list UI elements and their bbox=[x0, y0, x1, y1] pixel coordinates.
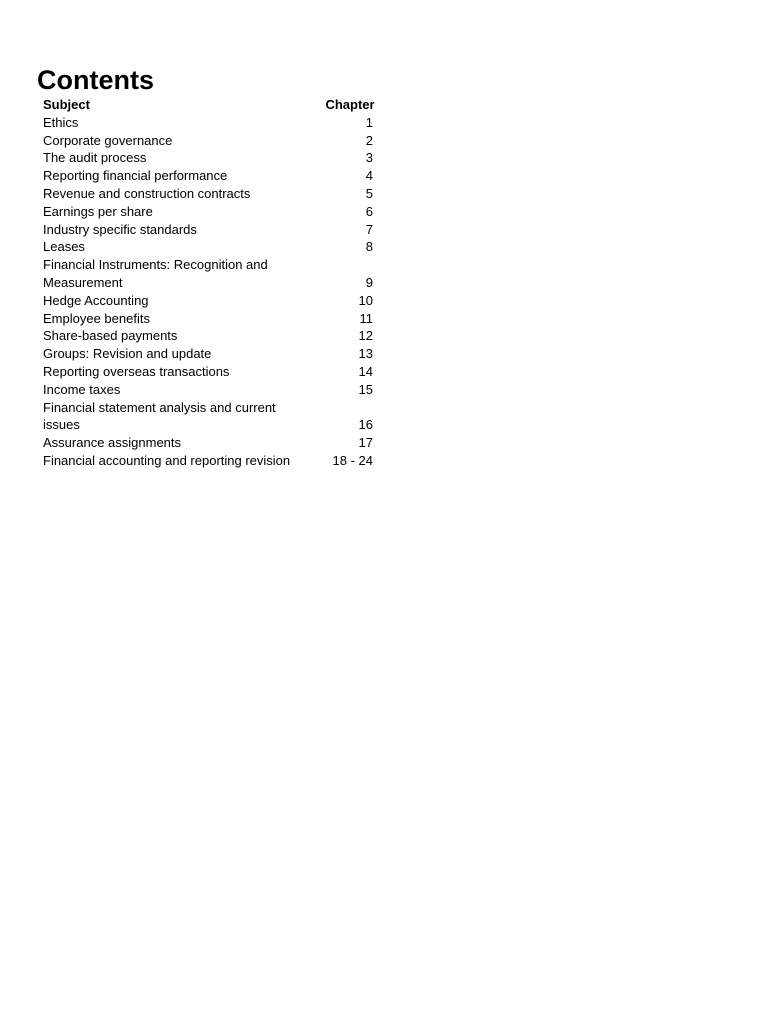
chapter-cell: 15 bbox=[358, 381, 373, 397]
subject-cell: Income taxes bbox=[43, 381, 121, 397]
chapter-cell: 5 bbox=[365, 185, 373, 201]
chapter-cell: 3 bbox=[365, 150, 373, 166]
subject-cell: Industry specific standards bbox=[43, 221, 197, 237]
table-header bbox=[43, 96, 375, 114]
table-row bbox=[43, 310, 375, 328]
subject-cell: Financial statement analysis and current issues bbox=[43, 399, 276, 433]
subject-cell: Financial accounting and reporting revision bbox=[43, 452, 291, 468]
table-row bbox=[43, 399, 375, 435]
chapter-cell: 14 bbox=[358, 363, 373, 379]
subject-cell: Groups: Revision and update bbox=[43, 346, 212, 362]
subject-cell: Earnings per share bbox=[43, 203, 153, 219]
table-row bbox=[43, 434, 375, 452]
table-row bbox=[43, 167, 375, 185]
page-title: Contents bbox=[37, 65, 154, 95]
subject-cell: Corporate governance bbox=[43, 132, 173, 148]
table-body bbox=[43, 114, 375, 470]
subject-cell: Ethics bbox=[43, 114, 79, 130]
chapter-cell: 12 bbox=[358, 328, 373, 344]
chapter-cell: 6 bbox=[365, 203, 373, 219]
table-row bbox=[43, 114, 375, 132]
subject-cell: Leases bbox=[43, 239, 85, 255]
chapter-cell: 2 bbox=[365, 132, 373, 148]
subject-cell: Hedge Accounting bbox=[43, 292, 149, 308]
subject-cell: Revenue and construction contracts bbox=[43, 185, 251, 201]
subject-cell: Assurance assignments bbox=[43, 435, 182, 451]
table-row bbox=[43, 345, 375, 363]
table-row bbox=[43, 221, 375, 239]
chapter-cell: 16 bbox=[358, 417, 373, 433]
table-row bbox=[43, 238, 375, 256]
table-row bbox=[43, 132, 375, 150]
subject-column-header: Subject bbox=[43, 97, 90, 112]
table-row bbox=[43, 363, 375, 381]
chapter-cell: 11 bbox=[359, 310, 373, 326]
subject-cell: Share-based payments bbox=[43, 328, 178, 344]
table-row bbox=[43, 327, 375, 345]
chapter-cell: 1 bbox=[365, 114, 373, 130]
subject-cell: Reporting financial performance bbox=[43, 168, 228, 184]
subject-cell: Reporting overseas transactions bbox=[43, 363, 230, 379]
chapter-column-header: Chapter bbox=[325, 97, 375, 112]
chapter-cell: 18 - 24 bbox=[332, 452, 373, 468]
table-row bbox=[43, 149, 375, 167]
chapter-cell: 7 bbox=[365, 221, 373, 237]
table-row bbox=[43, 292, 375, 310]
subject-cell: The audit process bbox=[43, 150, 147, 166]
table-row bbox=[43, 203, 375, 221]
contents-table bbox=[43, 96, 375, 470]
chapter-cell: 4 bbox=[365, 168, 373, 184]
table-row bbox=[43, 256, 375, 292]
subject-cell: Employee benefits bbox=[43, 310, 150, 326]
chapter-cell: 13 bbox=[358, 346, 373, 362]
table-row bbox=[43, 452, 375, 470]
chapter-cell: 9 bbox=[365, 274, 373, 290]
subject-cell: Financial Instruments: Recognition and Measurement bbox=[43, 257, 268, 290]
table-row bbox=[43, 185, 375, 203]
chapter-cell: 17 bbox=[358, 435, 373, 451]
table-row bbox=[43, 381, 375, 399]
chapter-cell: 8 bbox=[365, 239, 373, 255]
chapter-cell: 10 bbox=[358, 292, 373, 308]
